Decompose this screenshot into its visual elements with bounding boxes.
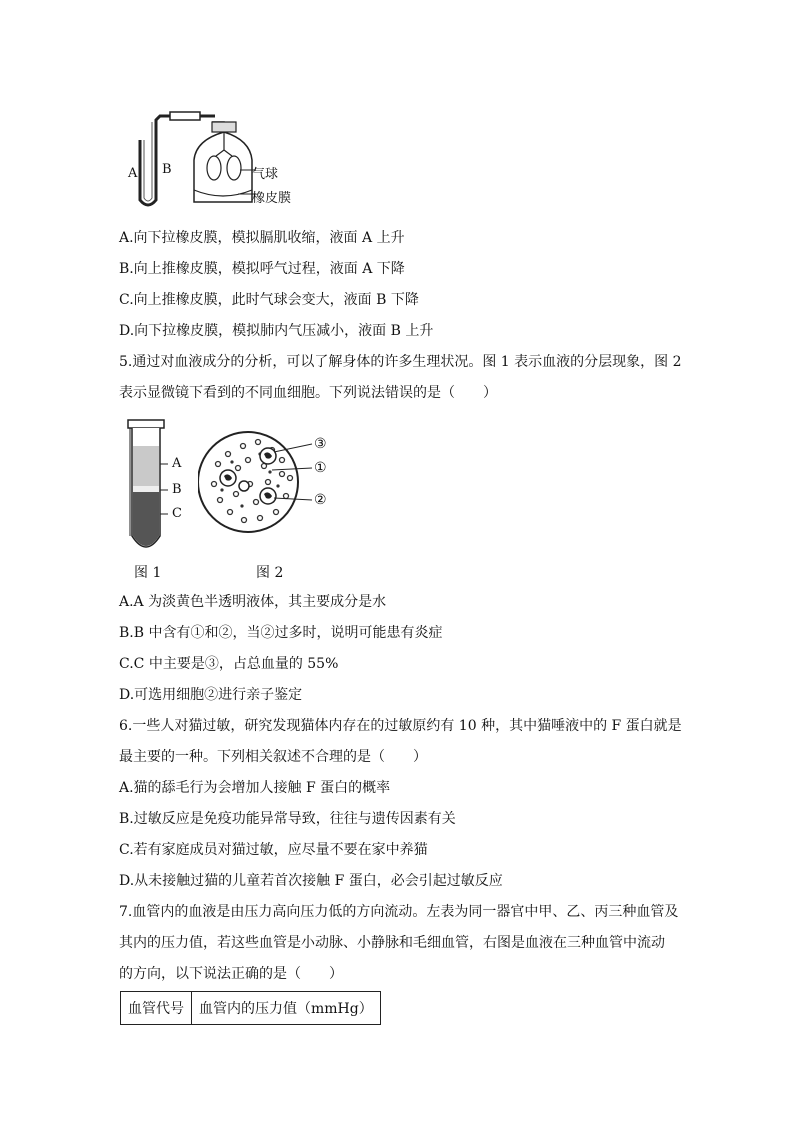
- q6-option-c: C.若有家庭成员对猫过敏，应尽量不要在家中养猫: [119, 842, 428, 858]
- fig1-label-b: B: [172, 482, 182, 497]
- u-tube: [140, 116, 215, 205]
- rubber-membrane: [194, 190, 252, 196]
- buffy-layer: [133, 486, 159, 492]
- balloon-right: [227, 156, 241, 180]
- q7-stem-line3: 的方向，以下说法正确的是（ ）: [119, 966, 343, 982]
- label-membrane: 橡皮膜: [252, 191, 292, 206]
- q6-option-a: A.猫的舔毛行为会增加人接触 F 蛋白的概率: [119, 780, 391, 796]
- q4-option-a: A.向下拉橡皮膜，模拟膈肌收缩，液面 A 上升: [119, 230, 405, 246]
- table-header-row: [121, 992, 381, 1025]
- q6-option-b: B.过敏反应是免疫功能异常导致，往往与遗传因素有关: [119, 811, 456, 827]
- bell-jar: [194, 122, 252, 202]
- fig1-label-a: A: [172, 456, 182, 471]
- q6-stem-line1: 6.一些人对猫过敏，研究发现猫体内存在的过敏原约有 10 种，其中猫唾液中的 F 蛋白就是: [119, 718, 682, 734]
- q6-stem-line2: 最主要的一种。下列相关叙述不合理的是（ ）: [119, 749, 427, 765]
- label-b: B: [162, 162, 172, 177]
- connector: [170, 112, 200, 120]
- fig1-label-c: C: [172, 506, 182, 521]
- q5-option-d: D.可选用细胞②进行亲子鉴定: [119, 687, 303, 703]
- plasma-layer: [133, 446, 159, 486]
- q4-option-d: D.向下拉橡皮膜，模拟肺内气压减小，液面 B 上升: [119, 323, 434, 339]
- fig2-label-1: ①: [314, 460, 327, 476]
- table-header-code: 血管代号: [121, 992, 192, 1025]
- q7-stem-line1: 7.血管内的血液是由压力高向压力低的方向流动。左表为同一器官中甲、乙、丙三种血管及: [119, 904, 679, 920]
- table-header-pressure: 血管内的压力值（mmHg）: [192, 992, 381, 1025]
- red-cell-layer: [133, 492, 159, 546]
- label-balloon: 气球: [252, 167, 279, 182]
- fig2-label-3: ③: [314, 436, 327, 452]
- q5-stem-line1: 5.通过对血液成分的分析，可以了解身体的许多生理状况。图 1 表示血液的分层现象，图 2: [119, 354, 682, 370]
- q6-option-d: D.从未接触过猫的儿童若首次接触 F 蛋白，必会引起过敏反应: [119, 873, 503, 889]
- label-a: A: [128, 166, 138, 181]
- q7-stem-line2: 其内的压力值，若这些血管是小动脉、小静脉和毛细血管，右图是血液在三种血管中流动: [119, 935, 665, 951]
- q5-option-a: A.A 为淡黄色半透明液体，其主要成分是水: [119, 594, 387, 610]
- fig2-caption: 图 2: [256, 565, 284, 581]
- fig2-label-2: ②: [314, 492, 327, 508]
- q5-option-b: B.B 中含有①和②，当②过多时，说明可能患有炎症: [119, 625, 443, 641]
- q5-stem-line2: 表示显微镜下看到的不同血细胞。下列说法错误的是（ ）: [119, 385, 497, 401]
- balloon-left: [207, 156, 221, 180]
- vessel-pressure-table: [120, 991, 381, 1025]
- q4-option-b: B.向上推橡皮膜，模拟呼气过程，液面 A 下降: [119, 261, 405, 277]
- q5-option-c: C.C 中主要是③，占总血量的 55%: [119, 656, 339, 672]
- fig1-caption: 图 1: [134, 565, 162, 581]
- q4-option-c: C.向上推橡皮膜，此时气球会变大，液面 B 下降: [119, 292, 419, 308]
